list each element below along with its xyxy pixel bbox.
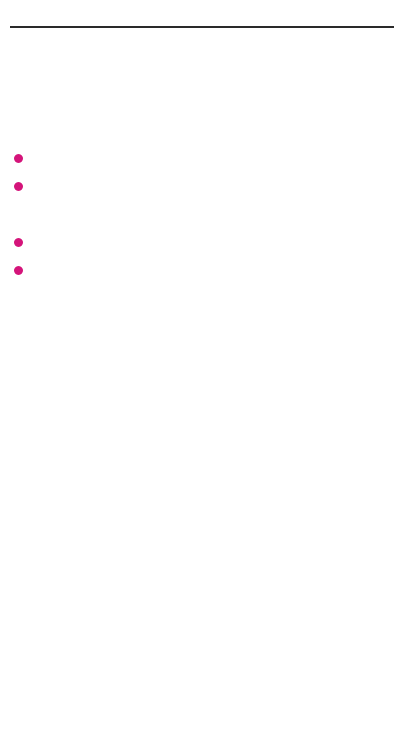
kicker-line xyxy=(10,4,394,24)
highlight-item xyxy=(10,228,394,256)
bullet-dot-icon xyxy=(14,154,23,163)
highlight-text xyxy=(32,172,394,200)
highlight-text xyxy=(32,144,394,172)
headline-line-1 xyxy=(10,28,394,84)
headline-line-2 xyxy=(10,84,394,140)
highlight-text xyxy=(32,228,394,256)
highlight-text xyxy=(32,256,394,284)
highlight-item xyxy=(10,144,394,172)
headline xyxy=(10,28,394,140)
highlight-list xyxy=(10,144,394,284)
highlight-text xyxy=(32,200,394,228)
highlight-item xyxy=(10,256,394,284)
bullet-dot-icon xyxy=(14,182,23,191)
bullet-dot-icon xyxy=(14,266,23,275)
highlight-item xyxy=(10,172,394,228)
bullet-dot-icon xyxy=(14,238,23,247)
article-body xyxy=(10,290,394,670)
